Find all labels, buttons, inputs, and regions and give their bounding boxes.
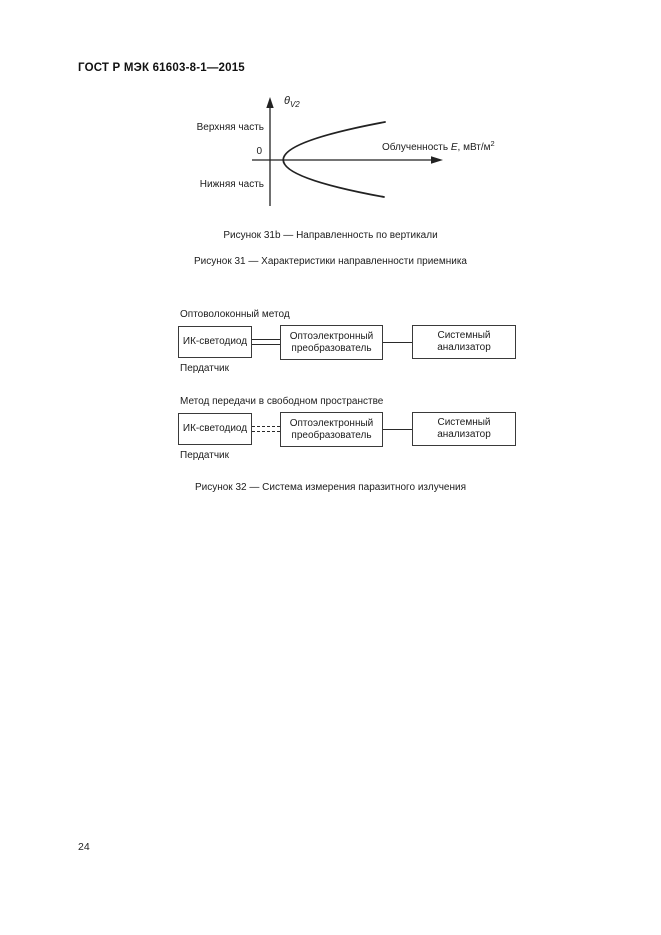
box-ir-led [178,326,252,358]
page-number: 24 [78,841,90,853]
y-axis-label: $\theta_{V2}$ [284,95,300,109]
box-label-line1: Оптоэлектронный [289,417,374,429]
figure-31b-chart [180,90,540,218]
wire-link [383,429,412,430]
box-optoelectronic-converter [280,325,383,360]
box-optoelectronic-converter [280,412,383,447]
free-space-dashed-link [252,426,280,432]
box-label: ИК-светодиод [182,336,248,347]
box-label-line1: Оптоэлектронный [289,330,374,342]
box-label: ИК-светодиод [182,423,248,434]
box-label-line2: преобразователь [291,342,372,354]
origin-zero-label: 0 [256,146,262,157]
caption-figure-31: Рисунок 31 — Характеристики направленности приемника [193,256,467,267]
box-label-line1: Системный [437,330,491,341]
wire-link [383,342,412,343]
x-axis-arrowhead [431,156,443,163]
transmitter-label: Пердатчик [180,363,230,374]
diagram-title: Метод передачи в свободном пространстве [180,396,384,407]
box-ir-led [178,413,252,445]
document-header: ГОСТ Р МЭК 61603-8-1—2015 [78,62,245,74]
box-system-analyzer [412,325,516,359]
caption-figure-31b: Рисунок 31b — Направленность по вертикали [223,230,438,241]
fiber-optic-link [252,339,280,345]
box-label-line2: анализатор [437,342,491,353]
diagram-fiber-optic-method [178,309,523,377]
x-axis-label: Облученность E, мВт/$м^2$ [382,139,495,153]
lower-part-label: Нижняя часть [199,179,264,190]
upper-part-label: Верхняя часть [196,122,264,133]
y-axis-arrowhead [266,97,273,108]
box-system-analyzer [412,412,516,446]
box-label-line2: анализатор [437,429,491,440]
diagram-free-space-method [178,396,523,464]
transmitter-label: Пердатчик [180,450,230,461]
diagram-title: Оптоволоконный метод [180,309,290,320]
caption-figure-32: Рисунок 32 — Система измерения паразитного излучения [194,482,467,493]
box-label-line2: преобразователь [291,429,372,441]
box-label-line1: Системный [437,417,491,428]
